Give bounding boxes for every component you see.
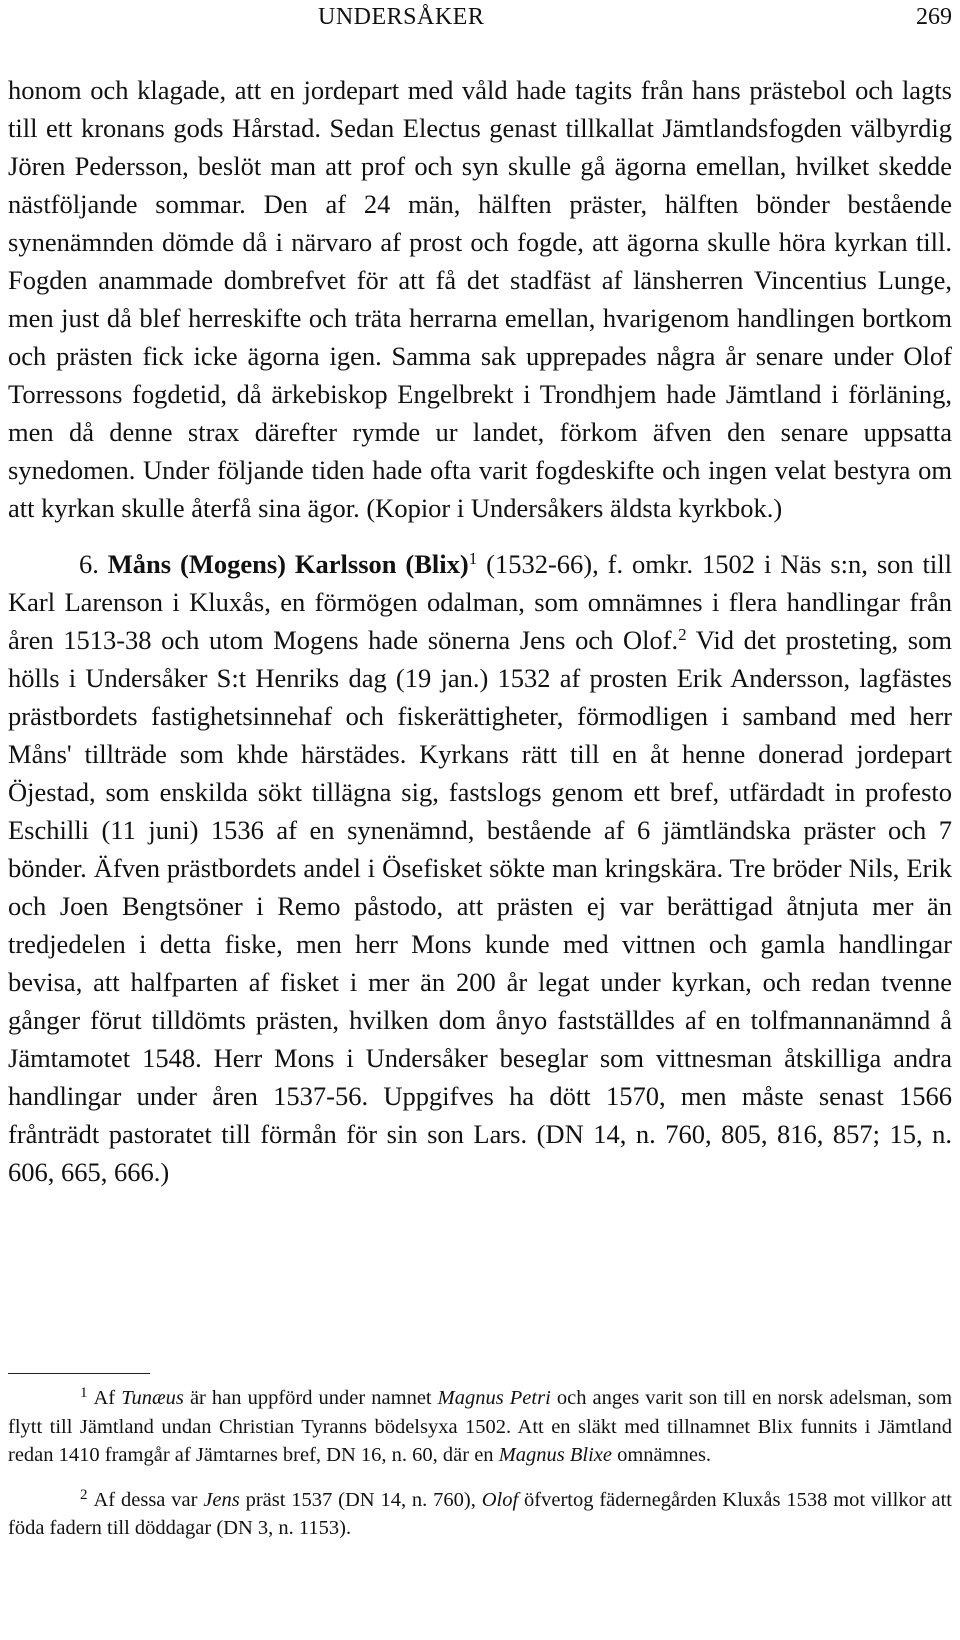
footnote-text: Af dessa var [93,1488,198,1511]
footnote-text: omnämnes. [617,1444,712,1466]
section-6-paragraph [8,545,952,1191]
footnote-reference-1[interactable]: 1 [468,549,478,568]
paragraph-continued: honom och klagade, att en jordepart med våld hade tagits från hans prästebol och lagts till ett kronans gods Hårstad. Sedan Electus genast tillkallat Jämtlandsfogden välbyrdig Jören Pedersson, beslöt man att prof och syn skulle gå ägorna emellan, hvilket skedde nästföljande sommar. Den af 24 män, hälften präster, hälften bönder bestående synenämnden dömde då i närvaro af prost och fogde, att ägorna skulle höra kyrkan till. Fogden anammade dombrefvet för att få det stadfäst af länsherren Vincentius Lunge, men just då blef herreskifte och träta herrarna emellan, hvarigenom handlingen bortkom och prästen fick icke ägorna igen. Samma sak upprepades några år senare under Olof Torressons fogdetid, då ärkebiskop Engelbrekt i Trondhjem hade Jämtland i förläning, men då denne strax därefter rymde ur landet, förkom äfven den senare uppsatta synedomen. Under följande tiden hade ofta varit fogdeskifte och ingen velat bestyra om att kyrkan skulle återfå sina ägor. (Kopior i Undersåkers äldsta kyrkbok.) [8,75,952,523]
person-name-heading: Måns (Mogens) Karlsson (Blix) [107,549,469,579]
main-text [8,71,952,1191]
footnote-mark: 2 [80,1486,88,1503]
footnote-italic-text: Tunæus [121,1387,184,1409]
footnote-2 [8,1486,952,1543]
page-header [8,4,952,40]
footnote-text: öfvertog fädernegården Kluxås 1538 mot villkor att föda fadern till döddagar (DN 3, n. 1153). [8,1488,952,1539]
footnote-italic-text: Olof [481,1488,519,1511]
footnote-divider [8,1373,150,1374]
footnote-italic-text: Magnus Blixe [498,1444,612,1466]
footnote-text: präst 1537 (DN 14, n. 760), [245,1488,476,1511]
footnote-1 [8,1384,952,1470]
running-title: UNDERSÅKER [318,4,485,30]
footnotes [8,1384,952,1543]
document-page [8,0,952,1640]
footnote-text: är han uppförd under namnet [189,1387,432,1409]
footnote-reference-2[interactable]: 2 [678,625,687,644]
section-text-part-b: Vid det prosteting, som hölls i Undersåker S:t Henriks dag (19 jan.) 1532 af prosten Erik Andersson, lagfästes prästbordets fastighetsinnehaf och fiskerättigheter, förmodligen i samband med herr Måns' tillträde som khde härstädes. Kyrkans rätt till en åt henne donerad jordepart Öjestad, som enskilda sökt tillägna sig, fastslogs genom ett bref, utfärdadt in profesto Eschilli (11 juni) 1536 af en synenämnd, bestående af 6 jämtländska präster och 7 bönder. Äfven prästbordets andel i Ösefisket sökte man kringskära. Tre bröder Nils, Erik och Joen Bengtsöner i Remo påstodo, att prästen ej var berättigad åtnjuta mer än tredjedelen i detta fiske, men herr Mons kunde med vittnen och gamla handlingar bevisa, att halfparten af fisket i mer än 200 år legat under kyrkan, och redan tvenne gånger förut tilldömts prästen, hvilken dom ånyo fastställdes af en tolfmannanämnd å Jämtamotet 1548. Herr Mons i Undersåker beseglar som vittnesman åtskilliga andra handlingar under åren 1537-56. Uppgifves ha dött 1570, men måste senast 1566 frånträdt pastoratet till förmån för sin son Lars. (DN 14, n. 760, 805, 816, 857; 15, n. 606, 665, 666.) [8,625,952,1187]
section-text-part-a: (1532-66), f. omkr. 1502 i Näs s:n, son till Karl Larenson i Kluxås, en förmögen odalman, som omnämnes i flera handlingar från åren 1513-38 och utom Mogens hade sönerna Jens och Olof. [8,549,953,655]
footnote-text: och anges varit son till en norsk adelsman, som flytt till Jämtland undan Christian Tyranns bödelsyxa 1502. Att en släkt med tillnamnet Blix funnits i Jämtland redan 1410 framgår af Jämtarnes bref, DN 16, n. 60, där en [8,1387,953,1466]
footnote-text: Af [93,1387,116,1409]
footnote-italic-text: Jens [203,1488,240,1511]
page-number: 269 [916,4,952,30]
section-number: 6. [79,549,99,579]
footnote-mark: 1 [80,1385,88,1401]
footnote-italic-text: Magnus Petri [437,1387,551,1409]
